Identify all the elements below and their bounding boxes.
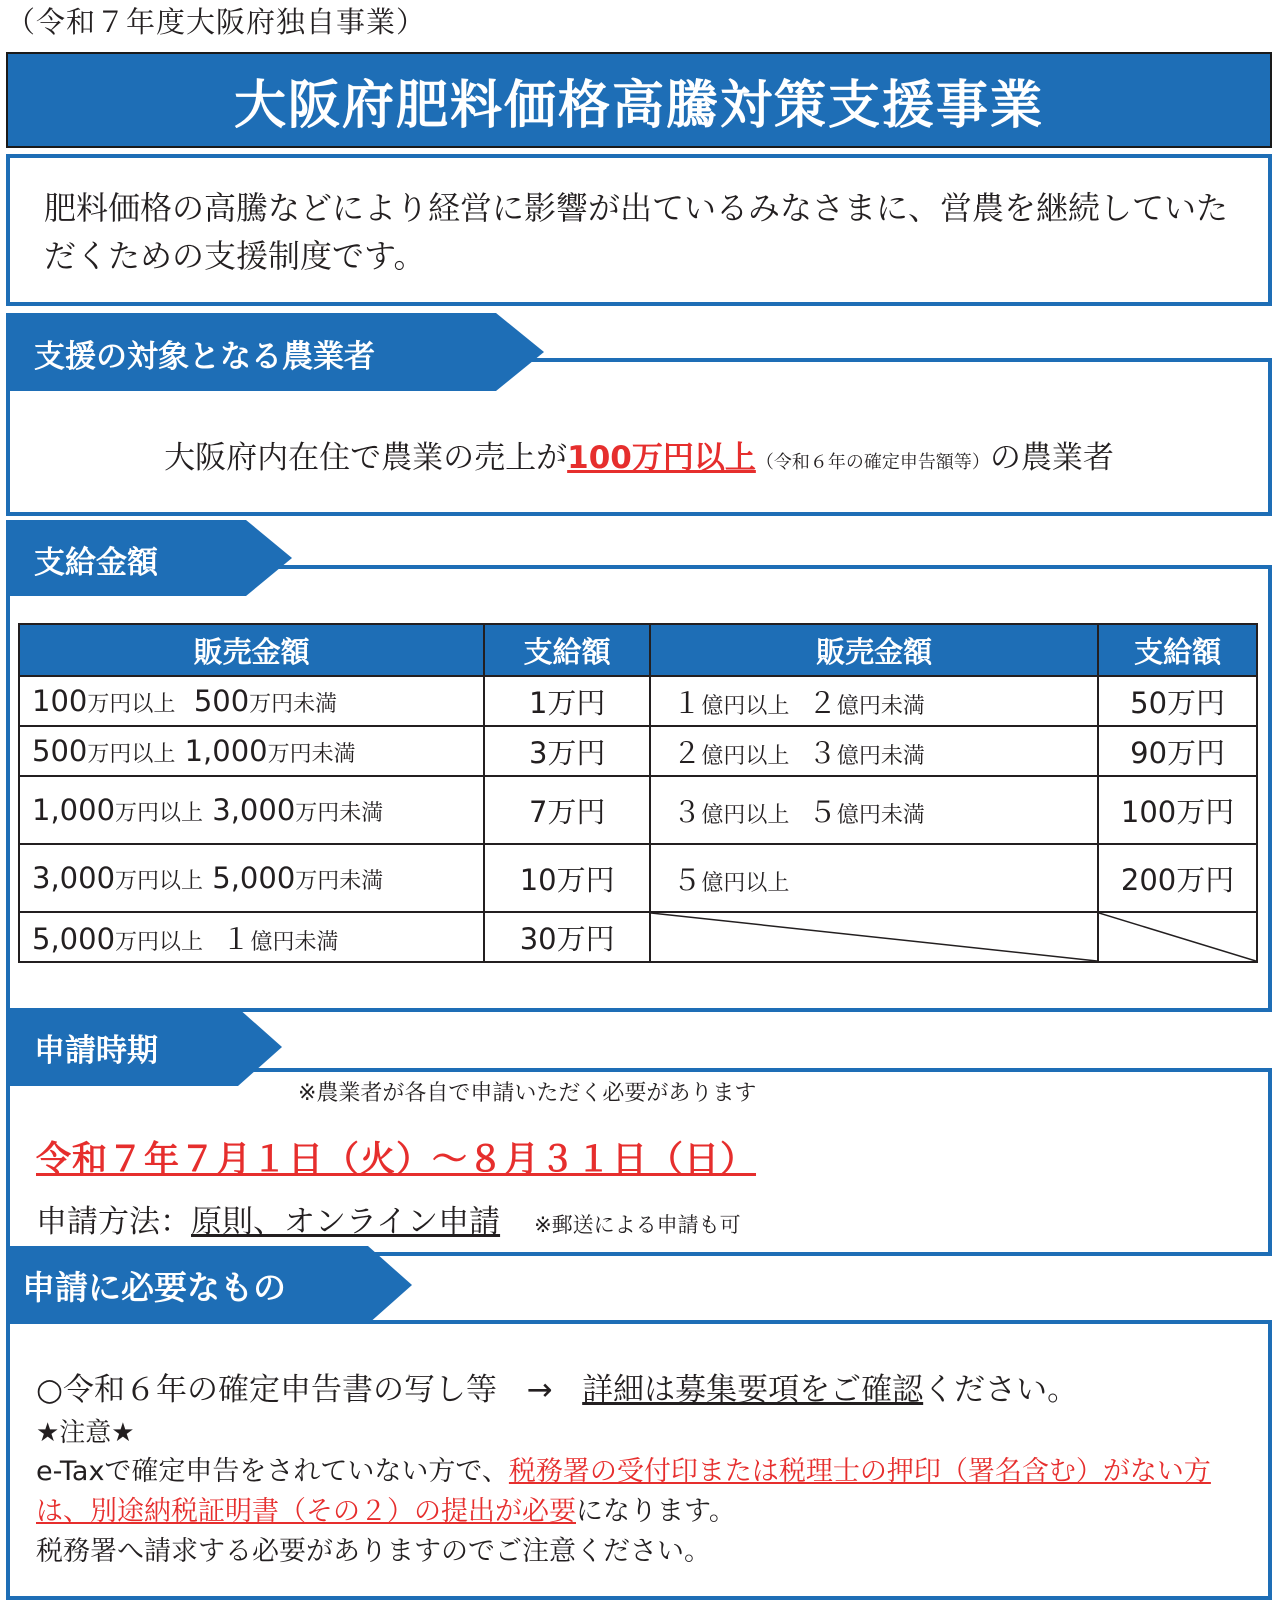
- amount: 90万円: [1098, 726, 1257, 776]
- amount: 7万円: [484, 776, 650, 844]
- sales-range: 5,000万円以上 １億円未満: [19, 912, 484, 962]
- target-heading: 支援の対象となる農業者: [34, 339, 375, 375]
- payment-table-header: [19, 624, 1257, 676]
- col-amount-left: 支給額: [484, 624, 650, 676]
- caution-heading: ★注意★: [36, 1418, 135, 1448]
- amount: 30万円: [484, 912, 650, 962]
- amount: 10万円: [484, 844, 650, 912]
- title-banner: [6, 52, 1272, 148]
- col-sales-right: 販売金額: [650, 624, 1098, 676]
- sales-range: ２億円以上 ３億円未満: [650, 726, 1098, 776]
- diagonal-slash: [1099, 913, 1256, 961]
- sales-range: １億円以上 ２億円未満: [650, 676, 1098, 726]
- col-sales-left: 販売金額: [19, 624, 484, 676]
- intro-box: [6, 154, 1272, 306]
- amount: 50万円: [1098, 676, 1257, 726]
- application-period: 令和７年７月１日（火）～８月３１日（日）: [36, 1140, 757, 1180]
- table-row: [19, 844, 1257, 912]
- pretitle: （令和７年度大阪府独自事業）: [6, 5, 427, 39]
- page-title: 大阪府肥料価格高騰対策支援事業: [233, 75, 1044, 136]
- sales-range: 1,000万円以上 3,000万円未満: [19, 776, 484, 844]
- sales-range: 100万円以上 500万円未満: [19, 676, 484, 726]
- caution-last: 税務署へ請求する必要がありますのでご注意ください。: [36, 1536, 711, 1567]
- method-label: 申請方法：: [36, 1204, 191, 1240]
- target-text: [10, 432, 1268, 477]
- sales-range: 500万円以上 1,000万円未満: [19, 726, 484, 776]
- target-text-after: の農業者: [989, 440, 1114, 476]
- payment-heading: 支給金額: [34, 545, 158, 581]
- amount: 3万円: [484, 726, 650, 776]
- table-row: [19, 676, 1257, 726]
- blank-cell: [1098, 912, 1257, 962]
- diagonal-slash: [651, 913, 1097, 961]
- blank-cell: [650, 912, 1098, 962]
- caution-after: になります。: [576, 1496, 736, 1527]
- sales-range: ５億円以上: [650, 844, 1098, 912]
- details-link[interactable]: 詳細は募集要項をご確認: [582, 1372, 924, 1408]
- sales-range: 3,000万円以上 5,000万円未満: [19, 844, 484, 912]
- table-row: [19, 912, 1257, 962]
- payment-table: [18, 623, 1258, 963]
- caution-text: [36, 1452, 1246, 1572]
- target-text-before: 大阪府内在住で農業の売上が: [164, 440, 568, 476]
- amount: 200万円: [1098, 844, 1257, 912]
- required-item-text: ○令和６年の確定申告書の写し等: [36, 1372, 498, 1408]
- application-method: [36, 1196, 741, 1241]
- col-amount-right: 支給額: [1098, 624, 1257, 676]
- table-row: [19, 726, 1257, 776]
- sales-range: ３億円以上 ５億円未満: [650, 776, 1098, 844]
- period-note: ※農業者が各自で申請いただく必要があります: [298, 1081, 757, 1106]
- required-heading: 申請に必要なもの: [22, 1268, 286, 1307]
- table-row: [19, 776, 1257, 844]
- method-value: 原則、オンライン申請: [191, 1204, 501, 1240]
- required-item: [36, 1364, 1078, 1409]
- intro-text: 肥料価格の高騰などにより経営に影響が出ているみなさまに、営農を継続していただくための支援制度です。: [44, 189, 1229, 275]
- target-threshold: 100万円以上: [567, 440, 756, 476]
- amount: 100万円: [1098, 776, 1257, 844]
- arrow-icon: →: [526, 1372, 553, 1408]
- period-heading: 申請時期: [34, 1033, 158, 1069]
- method-note: ※郵送による申請も可: [534, 1213, 741, 1237]
- target-note: （令和６年の確定申告額等）: [755, 452, 990, 473]
- caution-before: e-Taxで確定申告をされていない方で、: [36, 1456, 509, 1487]
- amount: 1万円: [484, 676, 650, 726]
- caution-highlight: 税務署の受付印または税理士の押印（署名含む）がない方は、別途納税証明書（その２）の提出が必要: [36, 1456, 1211, 1527]
- details-tail: ください。: [923, 1372, 1079, 1408]
